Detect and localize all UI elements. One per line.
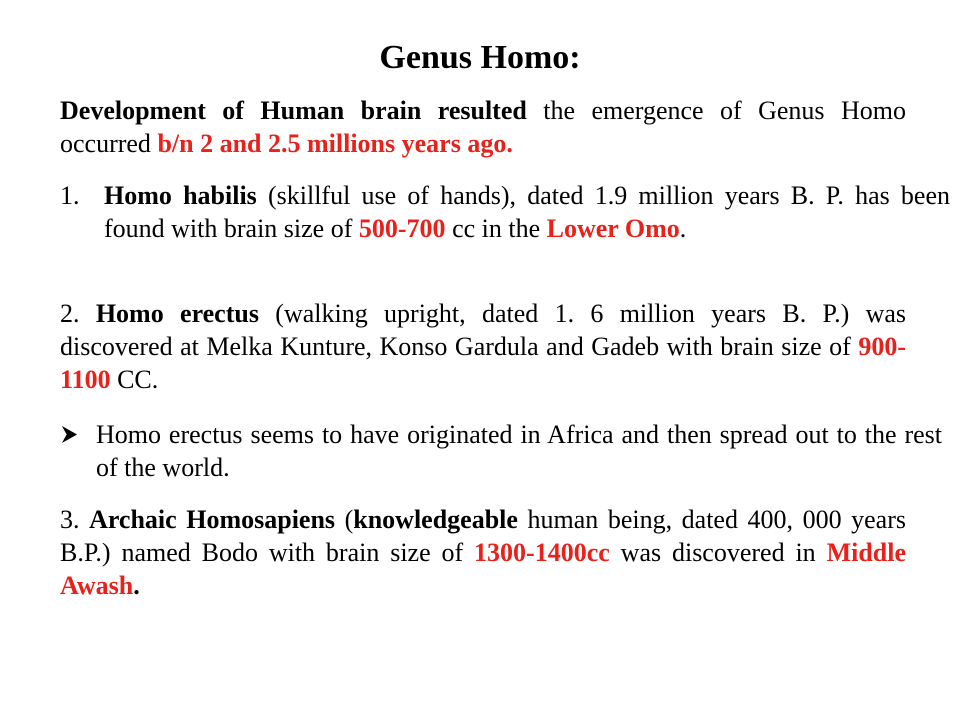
location-highlight: Lower Omo (546, 214, 680, 243)
list-number: 1. (60, 181, 80, 210)
species-name: Homo habilis (104, 181, 257, 210)
intro-highlight: b/n 2 and 2.5 millions years ago. (157, 129, 513, 158)
item-text: . (133, 571, 140, 600)
arrow-bullet-icon (60, 418, 96, 451)
location-highlight: Middle Awash (60, 538, 907, 600)
brain-size-highlight: 1300-1400cc (474, 538, 610, 567)
brain-size-highlight: 900-1100 (60, 332, 906, 394)
item-text: CC. (110, 365, 159, 394)
item-text: . (679, 214, 687, 243)
species-name: Archaic Homosapiens (89, 505, 336, 534)
item-text: (skillful use of hands), dated 1.9 million years B. P. has been found with brain size of (104, 181, 951, 243)
list-number: 2. (60, 299, 96, 328)
meaning-bold: knowledgeable (353, 505, 518, 534)
bullet-text: Homo erectus seems to have originated in Africa and then spread out to the rest of the world. (96, 420, 942, 482)
list-number: 3. (60, 505, 90, 534)
list-item-archaic-homosapiens (60, 503, 906, 602)
intro-paragraph (60, 94, 906, 160)
item-text: human being, dated 400, 000 years B.P.) named Bodo with brain size of (60, 505, 906, 567)
list-item-homo-erectus (60, 297, 906, 396)
brain-size-highlight: 500-700 (358, 214, 446, 243)
item-text: (walking upright, dated 1. 6 million years B. P.) was discovered at Melka Kunture, Konso Gardula and Gadeb with brain size of (60, 299, 907, 361)
bullet-point (60, 418, 942, 484)
intro-bold-phrase: Development of Human brain resulted (60, 96, 527, 125)
page-title: Genus Homo: (379, 39, 581, 76)
item-text: cc in the (445, 214, 547, 243)
list-item-homo-habilis (60, 179, 950, 245)
item-text: was discovered in (609, 538, 827, 567)
species-name: Homo erectus (95, 299, 259, 328)
item-text: ( (335, 505, 354, 534)
intro-text: the emergence of Genus Homo occurred (60, 96, 906, 158)
